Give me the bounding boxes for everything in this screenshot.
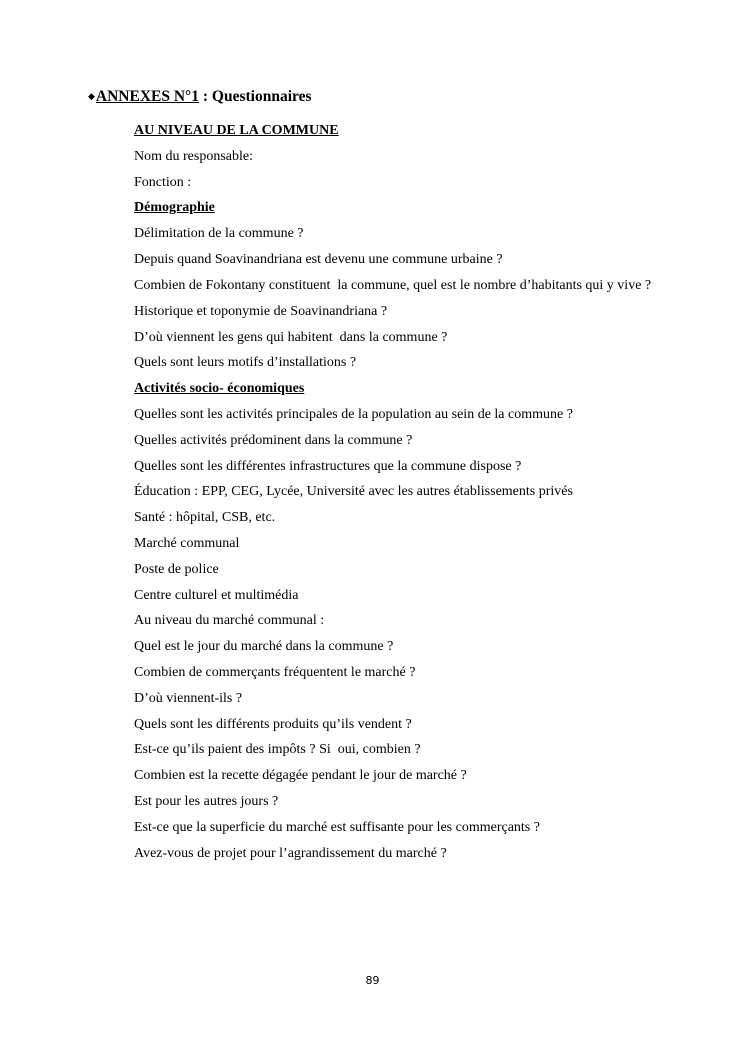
infrastructure-item: Centre culturel et multimédia <box>134 587 299 603</box>
question: Est-ce qu’ils paient des impôts ? Si oui, combien ? <box>134 742 421 758</box>
infrastructure-item: Éducation : EPP, CEG, Lycée, Université avec les autres établissements privés <box>134 484 573 500</box>
annex-title: : Questionnaires <box>199 88 312 105</box>
questionnaire-body <box>134 118 674 866</box>
marche-intro: Au niveau du marché communal : <box>134 613 325 629</box>
annex-label: ANNEXES N°1 <box>95 88 200 105</box>
question: Quelles activités prédominent dans la commune ? <box>134 432 413 448</box>
question: Est pour les autres jours ? <box>134 793 279 809</box>
activites-section-title: Activités socio- économiques <box>134 381 305 397</box>
question: Combien de commerçants fréquentent le marché ? <box>134 664 416 680</box>
infrastructure-item: Santé : hôpital, CSB, etc. <box>134 510 276 526</box>
annex-heading <box>88 88 312 106</box>
question: Est-ce que la superficie du marché est suffisante pour les commerçants ? <box>134 819 540 835</box>
function-field: Fonction : <box>134 174 192 190</box>
infrastructure-item: Poste de police <box>134 561 219 577</box>
question: Combien de Fokontany constituent la commune, quel est le nombre d’habitants qui y vive ? <box>134 277 652 293</box>
question: D’où viennent-ils ? <box>134 690 243 706</box>
demographie-section-title: Démographie <box>134 200 215 216</box>
question: Combien est la recette dégagée pendant le jour de marché ? <box>134 768 467 784</box>
question: Délimitation de la commune ? <box>134 226 304 242</box>
commune-section-title: AU NIVEAU DE LA COMMUNE <box>134 123 339 138</box>
question: Historique et toponymie de Soavinandriana ? <box>134 303 388 319</box>
responsible-name-field: Nom du responsable: <box>134 148 253 164</box>
question: Quelles sont les différentes infrastructures que la commune dispose ? <box>134 458 522 474</box>
page-number: 89 <box>365 974 380 987</box>
question: Depuis quand Soavinandriana est devenu une commune urbaine ? <box>134 251 503 267</box>
question: Quels sont leurs motifs d’installations ? <box>134 355 357 371</box>
question: Quel est le jour du marché dans la commune ? <box>134 639 394 655</box>
question: Quels sont les différents produits qu’ils vendent ? <box>134 716 412 732</box>
diamond-bullet-icon: ◆ <box>88 91 95 101</box>
question: D’où viennent les gens qui habitent dans la commune ? <box>134 329 448 345</box>
question: Quelles sont les activités principales de la population au sein de la commune ? <box>134 406 573 422</box>
infrastructure-item: Marché communal <box>134 535 240 551</box>
question: Avez-vous de projet pour l’agrandissement du marché ? <box>134 845 447 861</box>
